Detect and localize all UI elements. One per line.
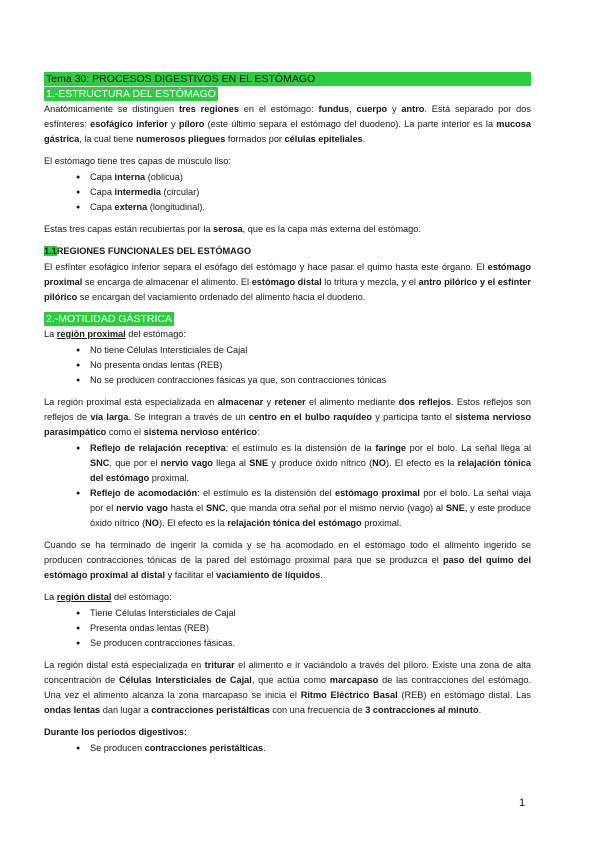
text-run: . Estos reflejos son reflejos de [44, 397, 531, 422]
text-run: nervio vago [116, 503, 168, 513]
text-run: por el bolo. La señal llega al [405, 443, 531, 453]
text-run: El estómago tiene tres capas de músculo liso: [44, 156, 231, 166]
text-run: Reflejo de relajación receptiva [90, 443, 226, 453]
text-run: : [256, 427, 260, 437]
paragraph-anatomia [44, 102, 531, 147]
list-region-proximal [44, 343, 531, 388]
list-item [90, 200, 531, 215]
text-run: lo tritura y mezcla, y el [321, 277, 419, 287]
text-run: Se producen contracciones fásicas. [90, 638, 236, 648]
text-run: formados por [225, 134, 285, 144]
text-run: de las contracciones del estómago. Una vez el alimento alcanza la zona marcapaso se inicia el [44, 675, 531, 700]
text-run: Capa [90, 202, 115, 212]
text-run: antro [401, 104, 425, 114]
text-run: No tiene Células Intersticiales de Cajal [90, 345, 248, 355]
list-region-distal [44, 606, 531, 651]
text-run: mucosa gástrica [44, 119, 532, 144]
text-run: cuerpo [356, 104, 388, 114]
text-run: tres regiones [179, 104, 239, 114]
text-run: interna [114, 172, 146, 182]
text-run: como el [106, 427, 144, 437]
text-run: . Se integran a través de un [128, 412, 249, 422]
text-run: estómago proximal [334, 488, 420, 498]
text-run: 3 contracciones al minuto [365, 705, 479, 715]
text-run: La región distal está especializada en [44, 660, 205, 670]
text-run: sistema nervioso entérico [143, 427, 257, 437]
text-run: y facilitar el [165, 570, 217, 580]
text-run: La región proximal está especializada en [44, 397, 218, 407]
text-run: en el estómago: [238, 104, 319, 114]
text-run: y produce óxido nítrico ( [268, 458, 373, 468]
text-run: el alimento mediante [305, 397, 399, 407]
text-run: y [263, 397, 275, 407]
text-run: SNE [249, 458, 269, 468]
list-item [90, 441, 531, 486]
text-run: (longitudinal). [147, 202, 205, 212]
text-run: SNE [445, 503, 465, 513]
text-run: vaciamiento de líquidos [216, 570, 321, 580]
text-run: NO [372, 458, 386, 468]
text-run: marcapaso [329, 675, 379, 685]
list-item [90, 636, 531, 651]
text-run: contracciones peristálticas [151, 705, 270, 715]
text-run: NO [145, 518, 159, 528]
paragraph-vaciamiento [44, 538, 531, 583]
text-run: dos reflejos [398, 397, 452, 407]
list-item [90, 185, 531, 200]
subsection-number: 1.1 [44, 246, 57, 256]
text-run: SNC [90, 458, 110, 468]
text-run: nervio vago [160, 458, 213, 468]
paragraph-periodos-intro [44, 725, 531, 740]
text-run: (oblicua) [145, 172, 183, 182]
list-item [90, 358, 531, 373]
text-run: Capa [90, 187, 115, 197]
text-run: estómago distal [251, 277, 322, 287]
list-item [90, 373, 531, 388]
text-run: región proximal [56, 329, 126, 339]
text-run: vía larga [90, 412, 129, 422]
page-number: 1 [519, 797, 526, 809]
paragraph-region-proximal-intro [44, 327, 531, 342]
document-title: Tema 30: PROCESOS DIGESTIVOS EN EL ESTÓMAGO [44, 72, 531, 86]
text-run: llega al [212, 458, 250, 468]
paragraph-reflejos [44, 395, 531, 440]
text-run: , la cual tiene [79, 134, 136, 144]
text-run: SNC [206, 503, 226, 513]
list-periodos [44, 741, 531, 756]
text-run: paso del quimo del estómago proximal al distal [44, 555, 531, 580]
text-run: (este último separa el estómago del duodeno). La parte interior es la [204, 119, 497, 129]
list-capas [44, 170, 531, 215]
text-run: Estas tres capas están recubiertas por la [44, 224, 214, 234]
text-run: ). El efecto es la [385, 458, 458, 468]
list-reflejos [44, 441, 531, 531]
text-run: retener [274, 397, 306, 407]
text-run: estómago proximal [44, 262, 531, 287]
text-run: centro en el bulbo raquídeo [248, 412, 373, 422]
text-run: , que por el [109, 458, 161, 468]
text-run: hasta el [167, 503, 207, 513]
list-item [90, 170, 531, 185]
text-run: Anatómicamente se distinguen [44, 104, 179, 114]
text-run: : el estímulo es la distensión de la [225, 443, 376, 453]
text-run: por el bolo. La señal viaja por el [90, 488, 531, 513]
text-run: fundus [318, 104, 350, 114]
text-run: Cuando se ha terminado de ingerir la comida y se ha acomodado en el estómago todo el alimento ingerido se producen contracciones tónicas de la pared del estómago proximal para que se produzca el [44, 540, 531, 565]
text-run: . Está separado por dos esfínteres: [44, 104, 531, 129]
text-run: células epiteliales [284, 134, 363, 144]
list-item [90, 621, 531, 636]
subsection-title: REGIONES FUNCIONALES DEL ESTÓMAGO [56, 246, 252, 256]
text-run: , [349, 104, 357, 114]
text-run: región distal [56, 592, 112, 602]
text-run: , y este produce óxido nítrico ( [90, 503, 531, 528]
text-run: Células Intersticiales de Cajal [118, 675, 252, 685]
text-run: del estómago: [111, 592, 172, 602]
text-run: : el estímulo es la distensión del [197, 488, 335, 498]
text-run: numerosos pliegues [135, 134, 226, 144]
section-heading-motilidad: 2.-MOTILIDAD GÁSTRICA [46, 313, 173, 325]
text-run: Se producen [90, 743, 145, 753]
text-run: del estómago: [125, 329, 186, 339]
text-run: Presenta ondas lentas (REB) [90, 623, 209, 633]
text-run: La [44, 592, 57, 602]
paragraph-serosa [44, 222, 531, 237]
text-run: , que es la capa más externa del estómago. [242, 224, 421, 234]
text-run: (REB) en estómago distal. Las [397, 690, 531, 700]
text-run: y participa tanto el [372, 412, 456, 422]
text-run: El esfínter esofágico inferior separa el esófago del estómago y hace pasar el quimo hasta este órgano. El [44, 262, 488, 272]
text-run: proximal. [149, 473, 190, 483]
paragraph-region-distal-intro [44, 590, 531, 605]
text-run: sistema nervioso parasimpático [44, 412, 531, 437]
text-run: relajación tónica del estómago [227, 518, 362, 528]
section-heading-estructura: 1.-ESTRUCTURA DEL ESTÓMAGO [46, 88, 216, 100]
text-run: Durante los períodos digestivos: [44, 727, 187, 737]
text-run: , que manda otra señal por el mismo nervio (vago) al [225, 503, 446, 513]
document-page [44, 72, 531, 763]
list-item [90, 741, 531, 756]
list-item [90, 606, 531, 621]
text-run: Reflejo de acomodación [90, 488, 198, 498]
text-run: se encarga de almacenar el alimento. El [82, 277, 252, 287]
text-run: almacenar [217, 397, 264, 407]
text-run: y [387, 104, 402, 114]
text-run: relajación tónica del estómago [90, 458, 531, 483]
subsection-heading-regiones [44, 244, 531, 259]
text-run: . [362, 134, 366, 144]
paragraph-regiones [44, 260, 531, 305]
text-run: serosa [213, 224, 243, 234]
text-run: faringe [375, 443, 406, 453]
text-run: externa [114, 202, 148, 212]
text-run: Capa [90, 172, 115, 182]
text-run: el alimento e ir vaciándolo a través del píloro. Existe una zona de alta concentración de [44, 660, 532, 685]
text-run: y [167, 119, 179, 129]
text-run: triturar [204, 660, 235, 670]
text-run: La [44, 329, 57, 339]
text-run: . [478, 705, 482, 715]
text-run: intermedia [114, 187, 161, 197]
text-run: dan lugar a [100, 705, 152, 715]
text-run: , que actúa como [251, 675, 330, 685]
text-run: Ritmo Eléctrico Basal [300, 690, 398, 700]
text-run: No presenta ondas lentas (REB) [90, 360, 223, 370]
text-run: se encargan del vaciamiento ordenado del alimento hacia el duodeno. [77, 292, 366, 302]
text-run: No se producen contracciones fásicas ya que, son contracciones tónicas [90, 375, 387, 385]
text-run: (circular) [161, 187, 200, 197]
text-run: contracciones peristálticas [144, 743, 264, 753]
paragraph-capas-intro [44, 154, 531, 169]
text-run: . [263, 743, 266, 753]
text-run: ondas lentas [44, 705, 101, 715]
list-item [90, 486, 531, 531]
text-run: píloro [178, 119, 205, 129]
text-run: ). El efecto es la [158, 518, 228, 528]
paragraph-region-distal [44, 658, 531, 718]
text-run: antro pilórico y el esfínter pilórico [44, 277, 531, 302]
text-run: con una frecuencia de [269, 705, 366, 715]
text-run: Tiene Células Intersticiales de Cajal [90, 608, 236, 618]
text-run: proximal. [361, 518, 402, 528]
text-run: . [320, 570, 323, 580]
list-item [90, 343, 531, 358]
text-run: esofágico inferior [90, 119, 168, 129]
